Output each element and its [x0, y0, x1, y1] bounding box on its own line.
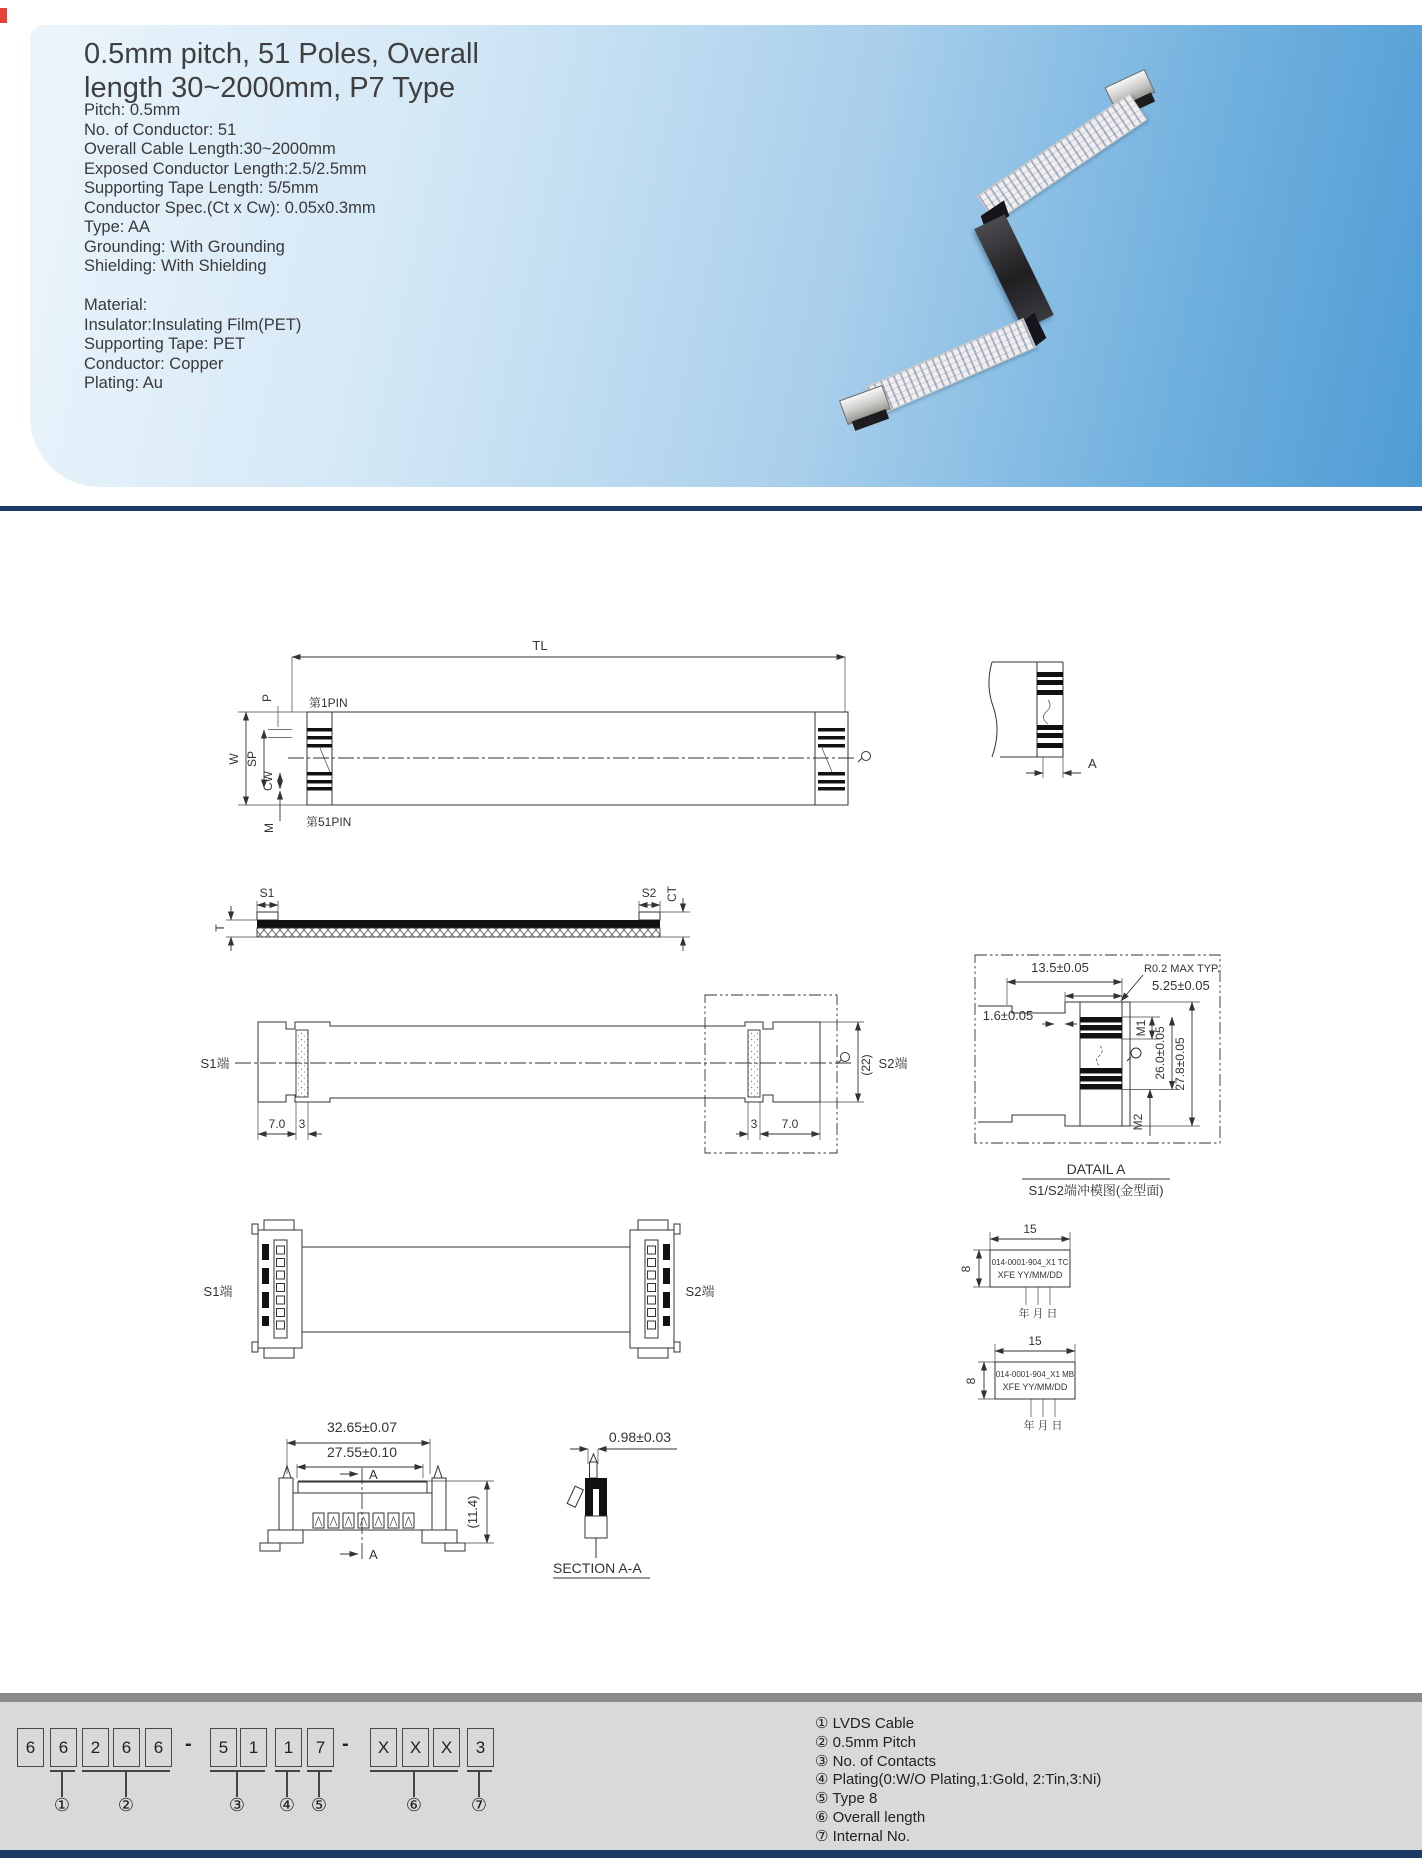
spec-line: Overall Cable Length:30~2000mm — [84, 140, 336, 158]
dim-16-label: 1.6±0.05 — [982, 1008, 1034, 1023]
contact-forks — [313, 1513, 414, 1528]
pn-circle-label: ⑦ — [470, 1795, 488, 1815]
conductor-stripes-right — [818, 728, 845, 791]
material-line: Insulator:Insulating Film(PET) — [84, 315, 302, 334]
marking-label-bottom — [964, 1334, 1075, 1432]
grounding-symbol — [858, 752, 871, 763]
section-top-bar — [0, 1693, 1422, 1702]
legend-item: ① LVDS Cable — [815, 1715, 915, 1732]
dim-s2-label: S2 — [641, 886, 657, 900]
dim-260-label: 26.0±0.05 — [1153, 1026, 1167, 1080]
connector-right — [630, 1220, 680, 1358]
pn-digit-box: 6 — [145, 1728, 172, 1767]
pn-digit-box: X — [433, 1728, 460, 1767]
marking-label-top — [959, 1222, 1070, 1320]
side-view-drawing — [213, 885, 690, 951]
pn-leader-line — [318, 1772, 320, 1797]
section-arrow-a-bottom: A — [369, 1547, 378, 1562]
spec-line: Exposed Conductor Length:2.5/2.5mm — [84, 159, 367, 178]
marking-line1: 014-0001-904_X1 MB — [995, 1370, 1075, 1379]
pn-circle-label: ③ — [228, 1795, 246, 1815]
pn-leader-line — [61, 1772, 63, 1797]
section-arrow-a-top: A — [369, 1467, 378, 1482]
material-line: Supporting Tape: PET — [84, 335, 246, 353]
technical-drawings — [0, 516, 1422, 1698]
legend-item: ⑦ Internal No. — [815, 1827, 911, 1845]
pn-leader-line — [286, 1772, 288, 1797]
spec-line: Supporting Tape Length: 5/5mm — [84, 179, 319, 197]
section-aa-title: SECTION A-A — [553, 1560, 642, 1576]
detail-a-title: DATAIL A — [1066, 1161, 1126, 1177]
dim-tl-label: TL — [532, 638, 548, 653]
legend-item: ③ No. of Contacts — [815, 1752, 936, 1770]
pn-circle-label: ⑤ — [310, 1795, 328, 1815]
dim-p-label: P — [260, 693, 274, 703]
pn-digit-box: X — [402, 1728, 429, 1767]
spec-line: Conductor Spec.(Ct x Cw): 0.05x0.3mm — [84, 198, 376, 217]
pn-digit-box: 6 — [17, 1728, 44, 1767]
dim-22-label: (22) — [859, 1054, 873, 1076]
view-a-label: A — [1088, 756, 1097, 771]
material-heading: Material: — [84, 296, 148, 314]
dim-m-label: M — [262, 823, 276, 833]
grounding-symbol — [1127, 1048, 1141, 1061]
dim-s1-label: S1 — [259, 886, 275, 900]
title-line-2: length 30~2000mm, P7 Type — [84, 72, 456, 104]
top-view-drawing — [227, 638, 871, 833]
section-bottom-bar — [0, 1850, 1422, 1858]
legend-item: ⑥ Overall length — [815, 1808, 926, 1826]
dim-135-label: 13.5±0.05 — [1031, 960, 1089, 975]
end-partial-view — [989, 662, 1097, 778]
pn-digit-box: 5 — [210, 1728, 237, 1767]
dim-70-right: 7.0 — [781, 1117, 799, 1131]
pn-group-underline — [467, 1770, 492, 1772]
assembly-view-drawing — [204, 1220, 715, 1358]
pn-group-underline — [307, 1770, 332, 1772]
dim-ct-label: CT — [665, 886, 679, 902]
part-number-section — [0, 1693, 1422, 1858]
detail-a-drawing — [975, 955, 1220, 1198]
pn-leader-line — [236, 1772, 238, 1797]
pin1-label: 第1PIN — [309, 696, 348, 710]
spec-line: Shielding: With Shielding — [84, 257, 267, 275]
connector-left — [252, 1220, 302, 1358]
material-line: Plating: Au — [84, 374, 163, 392]
marking-date-label: 年 月 日 — [1018, 1308, 1058, 1320]
pn-circle-label: ① — [53, 1795, 71, 1815]
s1-end-label: S1端 — [203, 1284, 233, 1299]
dim-098-label: 0.98±0.03 — [608, 1429, 672, 1445]
pn-digit-box: 2 — [82, 1728, 109, 1767]
marking-line1: 014-0001-904_X1 TC — [991, 1258, 1069, 1267]
punch-view-drawing — [201, 995, 908, 1153]
marking-height-label: 8 — [959, 1265, 973, 1273]
page-title — [84, 37, 479, 105]
dim-t-label: T — [213, 924, 227, 932]
dim-sp-label: SP — [245, 750, 259, 768]
pn-digit-box: 6 — [113, 1728, 140, 1767]
dim-3265-label: 32.65±0.07 — [327, 1419, 397, 1435]
legend-item: ④ Plating(0:W/O Plating,1:Gold, 2:Tin,3:Ni) — [815, 1771, 1102, 1789]
pin51-label: 第51PIN — [306, 815, 352, 829]
legend-item: ② 0.5mm Pitch — [815, 1733, 916, 1751]
photo-connector-bottom — [839, 385, 891, 425]
legend-item: ⑤ Type 8 — [815, 1790, 878, 1808]
dim-114-label: (11.4) — [465, 1495, 480, 1529]
pn-circle-label: ⑥ — [405, 1795, 423, 1815]
pn-group-underline — [50, 1770, 75, 1772]
dim-m1-label: M1 — [1134, 1019, 1148, 1037]
s2-end-label: S2端 — [685, 1284, 715, 1299]
pn-digit-box: X — [370, 1728, 397, 1767]
pn-circle-label: ④ — [278, 1795, 296, 1815]
marking-height-label: 8 — [964, 1377, 978, 1385]
pn-dash: - — [342, 1733, 349, 1755]
marking-width-label: 15 — [1028, 1334, 1042, 1348]
header-divider-rule — [0, 506, 1422, 511]
marking-line2: XFE YY/MM/DD — [1002, 1382, 1068, 1392]
marking-date-label: 年 月 日 — [1023, 1420, 1063, 1432]
dim-2755-label: 27.55±0.10 — [327, 1444, 397, 1460]
pn-circle-label: ② — [117, 1795, 135, 1815]
marking-line2: XFE YY/MM/DD — [997, 1270, 1063, 1280]
dim-w-label: W — [227, 753, 241, 765]
photo-ribbon-lower — [866, 318, 1036, 416]
dim-3-right: 3 — [750, 1117, 758, 1131]
marking-width-label: 15 — [1023, 1222, 1037, 1236]
spec-line: Grounding: With Grounding — [84, 237, 285, 256]
grounding-symbol — [837, 1053, 850, 1065]
title-line-1: 0.5mm pitch, 51 Poles, Overall — [84, 38, 479, 70]
spec-line: Pitch: 0.5mm — [84, 101, 181, 119]
material-list — [84, 296, 301, 394]
pn-group-underline — [275, 1770, 300, 1772]
r02-label: R0.2 MAX TYP. — [1144, 963, 1221, 975]
photo-shield-segment — [974, 214, 1054, 330]
section-aa-view — [553, 1429, 677, 1578]
page-corner-mark — [0, 8, 7, 23]
material-line: Conductor: Copper — [84, 354, 224, 373]
pn-leader-line — [413, 1772, 415, 1797]
pn-digit-box: 1 — [275, 1728, 302, 1767]
spec-line: Type: AA — [84, 218, 151, 236]
header-panel — [30, 25, 1422, 487]
pn-digit-box: 7 — [307, 1728, 334, 1767]
dim-70-left: 7.0 — [268, 1117, 286, 1131]
pn-digit-box: 1 — [240, 1728, 267, 1767]
dim-3-left: 3 — [298, 1117, 306, 1131]
s1-end-label: S1端 — [200, 1056, 230, 1071]
pn-leader-line — [478, 1772, 480, 1797]
pn-digit-box: 6 — [50, 1728, 77, 1767]
spec-line: No. of Conductor: 51 — [84, 120, 237, 139]
pn-group-underline — [210, 1770, 265, 1772]
pn-digit-box: 3 — [467, 1728, 494, 1767]
detail-a-subtitle: S1/S2端冲模图(金型面) — [1028, 1183, 1164, 1198]
dim-525-label: 5.25±0.05 — [1152, 978, 1210, 993]
dim-m2-label: M2 — [1131, 1113, 1145, 1131]
dim-cw-label: CW — [261, 771, 275, 791]
dim-278-label: 27.8±0.05 — [1173, 1037, 1187, 1091]
part-number-legend — [815, 1715, 1101, 1847]
spec-list — [84, 101, 376, 277]
pn-dash: - — [185, 1733, 192, 1755]
connector-front-view — [260, 1419, 494, 1562]
pn-leader-line — [125, 1772, 127, 1797]
s2-end-label: S2端 — [878, 1056, 908, 1071]
conductor-stripes-left — [307, 728, 332, 791]
